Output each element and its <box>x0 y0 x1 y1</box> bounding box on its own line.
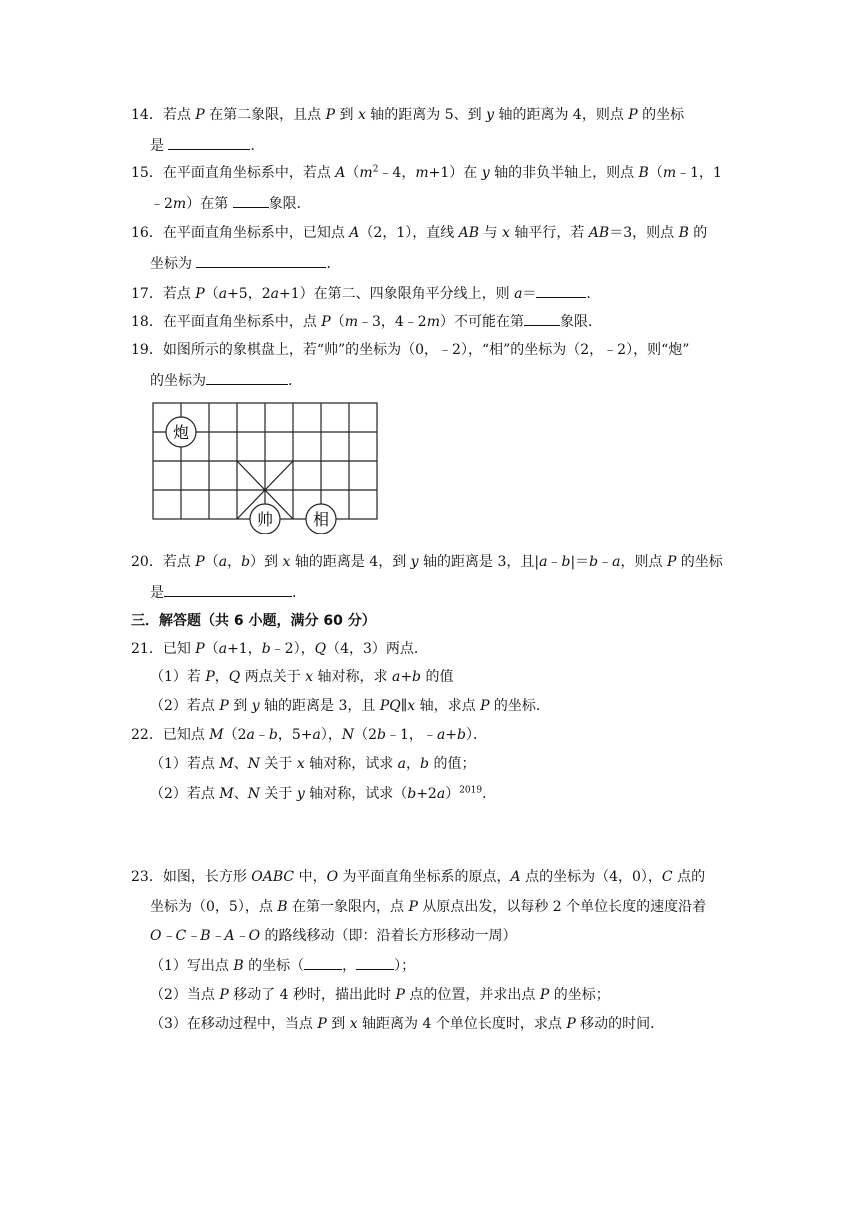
text: ）， <box>320 727 342 743</box>
question-19-line-2 <box>150 370 302 391</box>
text: （2）当点 <box>150 987 220 1003</box>
question-number: 17． <box>131 286 163 302</box>
chess-board-figure <box>152 402 380 534</box>
question-number: 16． <box>131 225 163 241</box>
var: b <box>457 727 466 743</box>
var: Q <box>228 669 241 685</box>
answer-blank[interactable] <box>524 311 560 326</box>
text: 若点 <box>162 286 196 302</box>
text: 轴对称，试求（ <box>304 786 408 802</box>
question-14-line-2 <box>150 135 264 156</box>
text: ）不可能在第 <box>440 314 524 330</box>
superscript: 2019 <box>459 785 483 796</box>
text: ． <box>482 786 497 802</box>
var: C <box>661 869 673 885</box>
var: B <box>277 899 288 915</box>
question-number: 22． <box>131 727 163 743</box>
text: （ <box>345 165 360 181</box>
text: 轴的距离是 3，且| <box>418 554 540 570</box>
text: （4，3）两点． <box>326 641 428 657</box>
answer-blank[interactable] <box>168 135 250 150</box>
text: （3）在移动过程中，当点 <box>150 1016 318 1032</box>
question-21-part-1 <box>150 667 453 687</box>
text: （ <box>330 314 345 330</box>
question-number: 15． <box>131 165 163 181</box>
text: 轴的距离是 3，且 <box>259 698 380 714</box>
text: 从原点出发，以每秒 2 个单位长度的速度沿着 <box>417 899 707 915</box>
piece-pao-label: 炮 <box>172 423 190 442</box>
text: 象限． <box>268 196 311 212</box>
var: a <box>436 727 446 743</box>
text: 在第二象限，且点 <box>204 107 326 123</box>
text: ， <box>227 554 242 570</box>
var: a <box>218 641 228 657</box>
text: 的坐标． <box>489 698 550 714</box>
var: A <box>335 165 346 181</box>
var: O <box>326 869 339 885</box>
question-23-part-1 <box>150 955 415 976</box>
text: 为平面直角坐标系的原点， <box>338 869 511 885</box>
var: a <box>246 727 255 743</box>
text: （2）若点 <box>150 786 220 802</box>
var: x <box>357 107 366 123</box>
text: 与 <box>479 225 502 241</box>
var: PQ <box>379 698 401 714</box>
var: P <box>205 669 215 685</box>
var: m <box>344 314 358 330</box>
var: m <box>359 165 373 181</box>
var: a <box>539 554 548 570</box>
text: 是 <box>150 138 169 154</box>
text: ． <box>288 373 302 389</box>
text: 的坐标 <box>637 107 685 123</box>
text: 轴，求点 <box>415 698 481 714</box>
var: x <box>282 554 291 570</box>
var: a <box>218 286 228 302</box>
text: ﹣4， <box>378 165 416 181</box>
var: Q <box>314 641 327 657</box>
text: （1）若点 <box>150 756 220 772</box>
text: +5，2 <box>227 286 271 302</box>
var: y <box>486 107 495 123</box>
text: ． <box>250 138 265 154</box>
var: P <box>395 987 405 1003</box>
text: + <box>445 727 458 743</box>
text: 坐标为 <box>150 256 197 272</box>
piece-shuai <box>250 504 280 534</box>
text: ）． <box>466 727 487 743</box>
text: 的坐标为 <box>150 373 206 389</box>
var: B <box>638 165 649 181</box>
var: P <box>666 554 677 570</box>
var: P <box>195 641 205 657</box>
var: P <box>219 698 229 714</box>
text: 到 <box>228 698 252 714</box>
text: 轴的距离为 4，则点 <box>494 107 629 123</box>
text: 已知 <box>162 641 196 657</box>
text: ， <box>214 669 229 685</box>
text: 轴对称，求 <box>313 669 392 685</box>
text: 的值 <box>421 669 454 685</box>
question-number: 14． <box>131 107 163 123</box>
var: M <box>219 756 234 772</box>
question-23-part-3 <box>150 1014 664 1034</box>
question-number: 20． <box>131 554 163 570</box>
text: 的坐标（ <box>243 958 305 974</box>
var: m <box>662 165 677 181</box>
text: ﹣ <box>254 727 269 743</box>
text: 轴对称，试求 <box>304 756 398 772</box>
text: 、 <box>233 756 248 772</box>
text: ﹣3，4﹣2 <box>357 314 427 330</box>
piece-xiang-label: 相 <box>312 510 330 529</box>
text: 若点 <box>162 107 196 123</box>
var: P <box>539 987 550 1003</box>
text: 的坐标； <box>549 987 610 1003</box>
question-22-part-2 <box>150 784 496 804</box>
question-16-line-1 <box>131 223 707 243</box>
var: A <box>349 225 360 241</box>
answer-blank[interactable] <box>304 955 342 970</box>
text: 在第一象限内，点 <box>287 899 409 915</box>
var: P <box>219 987 229 1003</box>
var: P <box>317 1016 327 1032</box>
var: y <box>481 165 490 181</box>
superscript: 2 <box>372 164 379 175</box>
var: a <box>397 756 407 772</box>
var: m <box>172 196 187 212</box>
question-14-line-1 <box>131 105 684 125</box>
text: （2）若点 <box>150 698 220 714</box>
text: 若点 <box>162 554 196 570</box>
text: 坐标为（0，5），点 <box>150 899 278 915</box>
var: P <box>195 286 205 302</box>
text: 如图，长方形 <box>162 869 252 885</box>
var: AB <box>458 225 480 241</box>
var: y <box>296 786 305 802</box>
question-19-line-1 <box>131 340 689 360</box>
var: y <box>251 698 260 714</box>
text: （1）写出点 <box>150 958 234 974</box>
var: y <box>410 554 419 570</box>
text: 、 <box>233 786 248 802</box>
text: 移动的时间． <box>575 1016 665 1032</box>
var: b <box>420 756 429 772</box>
var: x <box>501 225 510 241</box>
text: ． <box>326 256 341 272</box>
var: a <box>270 286 279 302</box>
var: B <box>233 958 244 974</box>
text: +1）在 <box>428 165 482 181</box>
var: P <box>408 899 418 915</box>
question-20-line-2 <box>150 582 306 603</box>
text: ﹣ <box>547 554 562 570</box>
text: 点的坐标为（4，0）， <box>520 869 662 885</box>
var: P <box>628 107 638 123</box>
text: 在平面直角坐标系中，若点 <box>162 165 336 181</box>
var: P <box>480 698 490 714</box>
var: x <box>349 1016 358 1032</box>
text: ． <box>586 286 601 302</box>
question-20-line-1 <box>131 552 723 572</box>
text: （ <box>204 554 219 570</box>
text: （1）若 <box>150 669 206 685</box>
answer-blank[interactable] <box>164 582 292 597</box>
text: ﹣ <box>598 554 613 570</box>
var: P <box>325 107 336 123</box>
question-21-part-2 <box>150 696 550 716</box>
text: |＝ <box>570 554 590 570</box>
question-16-line-2 <box>150 253 340 274</box>
var: b <box>261 641 271 657</box>
text: ，则点 <box>620 554 667 570</box>
text: 关于 <box>259 786 297 802</box>
piece-pao <box>166 417 196 447</box>
var: b <box>268 727 278 743</box>
text: 关于 <box>259 756 297 772</box>
text: 轴的距离是 4，到 <box>290 554 411 570</box>
question-17 <box>131 283 600 304</box>
question-23-part-2 <box>150 985 610 1005</box>
question-22-part-1 <box>150 754 475 774</box>
text: ） <box>445 786 460 802</box>
answer-blank[interactable] <box>233 193 269 208</box>
var: a <box>514 286 523 302</box>
var: N <box>247 786 260 802</box>
text: （2 <box>223 727 247 743</box>
var: b <box>377 727 387 743</box>
var: b <box>561 554 571 570</box>
question-number: 23． <box>131 869 163 885</box>
text: ）在第 <box>186 196 233 212</box>
text: ﹣2）， <box>270 641 315 657</box>
question-22-line-1 <box>131 725 487 745</box>
text: 移动了 4 秒时，描出此时 <box>228 987 396 1003</box>
var: B <box>678 225 689 241</box>
question-23-line-2 <box>150 897 706 917</box>
piece-xiang <box>306 504 336 534</box>
question-18 <box>131 311 602 332</box>
var: a <box>436 786 446 802</box>
text: 到 <box>335 107 358 123</box>
var: N <box>341 727 355 743</box>
text: （2，1），直线 <box>359 225 459 241</box>
question-number: 18． <box>131 314 163 330</box>
text: 的坐标 <box>676 554 723 570</box>
text: （ <box>204 641 219 657</box>
text: ＝3，则点 <box>609 225 679 241</box>
answer-blank[interactable] <box>356 955 394 970</box>
var: OABC <box>251 869 295 885</box>
text: 轴的非负半轴上，则点 <box>489 165 639 181</box>
var: x <box>407 698 416 714</box>
var: m <box>426 314 440 330</box>
text: （ <box>204 286 219 302</box>
text: ﹣1，1 <box>676 165 722 181</box>
var: a <box>312 727 321 743</box>
var: a+b <box>391 669 422 685</box>
text: 的路线移动（即：沿着长方形移动一周） <box>260 928 517 944</box>
text: ）； <box>394 958 416 974</box>
var: N <box>247 756 260 772</box>
text: +1， <box>227 641 262 657</box>
text: 的 <box>688 225 708 241</box>
text: +1）在第二、四象限角平分线上，则 <box>278 286 515 302</box>
var: A <box>510 869 521 885</box>
text: 在平面直角坐标系中，已知点 <box>162 225 350 241</box>
question-23-line-3 <box>150 926 517 946</box>
var: b <box>589 554 599 570</box>
text: 两点关于 <box>240 669 306 685</box>
question-number: 21． <box>131 641 163 657</box>
text: ， <box>406 756 421 772</box>
text: +2 <box>416 786 437 802</box>
text: ， <box>342 958 357 974</box>
text: ﹣1，﹣ <box>386 727 437 743</box>
text: ． <box>292 585 306 601</box>
text: 轴平行，若 <box>509 225 589 241</box>
var: b <box>407 786 417 802</box>
text: ＝ <box>522 286 537 302</box>
var: b <box>241 554 251 570</box>
var: P <box>321 314 331 330</box>
text: ∥ <box>400 698 408 714</box>
text: 是 <box>150 585 164 601</box>
text: 如图所示的象棋盘上，若“帅”的坐标为（0，﹣2），“相”的坐标为（2，﹣2），则“炮” <box>162 342 690 358</box>
text: 的值； <box>429 756 476 772</box>
var: O﹣C﹣B﹣A﹣O <box>150 928 261 944</box>
var: a <box>218 554 228 570</box>
text: 象限． <box>560 314 602 330</box>
text: （2 <box>354 727 378 743</box>
question-15-line-1 <box>131 163 722 183</box>
var: x <box>305 669 314 685</box>
text: （ <box>648 165 663 181</box>
var: P <box>566 1016 576 1032</box>
text: ，5+ <box>277 727 313 743</box>
piece-shuai-label: 帅 <box>256 510 274 529</box>
text: 到 <box>326 1016 350 1032</box>
answer-blank[interactable] <box>196 253 326 268</box>
text: ﹣2 <box>150 196 173 212</box>
question-21-line-1 <box>131 639 428 659</box>
text: 中， <box>294 869 327 885</box>
text: 轴的距离为 5、到 <box>365 107 487 123</box>
var: m <box>415 165 429 181</box>
section-heading: 三．解答题（共 6 小题，满分 60 分） <box>131 613 376 629</box>
text: 在平面直角坐标系中，点 <box>162 314 322 330</box>
var: P <box>195 107 205 123</box>
var: a <box>612 554 621 570</box>
question-number: 19． <box>131 342 163 358</box>
text: 已知点 <box>162 727 210 743</box>
text: 点的 <box>672 869 706 885</box>
text: ）到 <box>250 554 283 570</box>
var: M <box>219 786 234 802</box>
question-15-line-2 <box>150 193 311 214</box>
text: 点的位置，并求出点 <box>404 987 540 1003</box>
text: 轴距离为 4 个单位长度时，求点 <box>357 1016 567 1032</box>
var: x <box>296 756 305 772</box>
var: M <box>209 727 224 743</box>
answer-blank[interactable] <box>206 370 288 385</box>
var: P <box>195 554 205 570</box>
var: AB <box>588 225 610 241</box>
question-23-line-1 <box>131 867 705 887</box>
answer-blank[interactable] <box>536 283 586 298</box>
